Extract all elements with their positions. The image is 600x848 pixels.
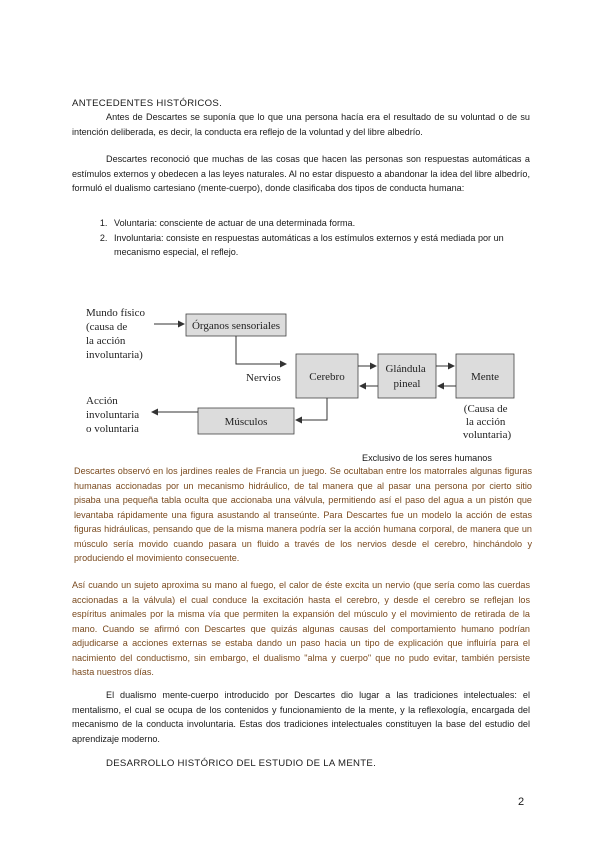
nervios-label: Nervios <box>246 372 281 384</box>
glandula-pineal-box <box>378 354 436 398</box>
paragraph-intro: Antes de Descartes se suponía que lo que una persona hacía era el resultado de su voluntad o de su intención deliberada, es decir, la conducta era reflejo de la voluntad y del libre albedrío. <box>72 112 530 137</box>
diagram-caption: Exclusivo de los seres humanos <box>362 453 492 463</box>
paragraph-mano-fuego: Así cuando un sujeto aproxima su mano al fuego, el calor de éste excita un nervio (que sería como las cuerdas accionadas a la válvula) el cual conduce la excitación hasta el cerebro, y desde el cerebro se reflejan los espíritus animales por la misma vía que permiten la expansión del músculo y el movimiento de retirada de la mano. Cuando se afirmó con Descartes que quizás algunas causas del comportamiento humano podrían adjudicarse a acciones externas se estaba dando un paso hacia un tipo de explicación que influiría para el nacimiento del conductismo, sin embargo, el dualismo "alma y cuerpo" que no pudo evitar, también persiste hasta nuestros días. <box>72 580 530 677</box>
page-number: 2 <box>518 796 525 808</box>
section-title-desarrollo: DESARROLLO HISTÓRICO DEL ESTUDIO DE LA MENTE. <box>106 758 377 769</box>
paragraph-jardines-reales: Descartes observó en los jardines reales de Francia un juego. Se ocultaban entre los matorrales algunas figuras humanas accionadas por un mecanismo hidráulico, de tal manera que al pasar una persona por cierto sitio pisaba una pequeña tabla oculta que accionaba una válvula, permitiendo así el paso del agua a un pistón que levantaba rápidamente una figura asustando al transeúnte. Para Descartes fue un modelo la acción de estas figuras hidráulicas, pensando que de la misma manera podría ser la acción humana corporal, de manera que un músculo sería movido cuando pasara un fluido a través de los nervios desde el cerebro, hinchándolo y produciendo el movimiento consecuente. <box>74 466 532 563</box>
list-item-involuntaria: 2. Involuntaria: consiste en respuestas automáticas a los estímulos externos y está mediada por un mecanismo especial, el reflejo. <box>110 231 530 260</box>
section-title-antecedentes: ANTECEDENTES HISTÓRICOS. <box>72 98 223 109</box>
accion-label: Acción involuntaria o voluntaria <box>86 395 140 435</box>
mundo-fisico-label: Mundo físico (causa de la acción involuntaria) <box>86 307 145 361</box>
cartesian-dualism-diagram <box>80 302 532 448</box>
cerebro-label: Cerebro <box>309 371 345 383</box>
arrow-cerebro-to-musculos <box>296 398 327 420</box>
conduct-type-list <box>72 216 530 260</box>
arrow-organos-to-cerebro <box>236 336 286 364</box>
glandula-pineal-label: Glándula pineal <box>385 363 426 390</box>
list-item-voluntaria: 1. Voluntaria: consciente de actuar de una determinada forma. <box>110 216 530 231</box>
organos-sensoriales-label: Órganos sensoriales <box>191 320 281 332</box>
paragraph-dualismo: El dualismo mente-cuerpo introducido por Descartes dio lugar a las tradiciones intelectuales: el mentalismo, el cual se ocupa de los contenidos y funcionamiento de la mente, y la reflexología, encargada del mecanismo de la conducta involuntaria. Estas dos tradiciones intelectuales constituyen la base del estudio del aprendizaje moderno. <box>72 690 530 744</box>
causa-voluntaria-label: (Causa de la acción voluntaria) <box>462 403 512 441</box>
musculos-label: Músculos <box>224 416 268 428</box>
paragraph-descartes-reconocio: Descartes reconoció que muchas de las cosas que hacen las personas son respuestas automáticas a estímulos externos y obedecen a las leyes naturales. Al no estar dispuesto a abandonar la idea del libre albedrío, formuló el dualismo cartesiano (mente-cuerpo), donde clasificaba dos tipos de conducta humana: <box>72 154 530 193</box>
mente-label: Mente <box>470 371 500 383</box>
